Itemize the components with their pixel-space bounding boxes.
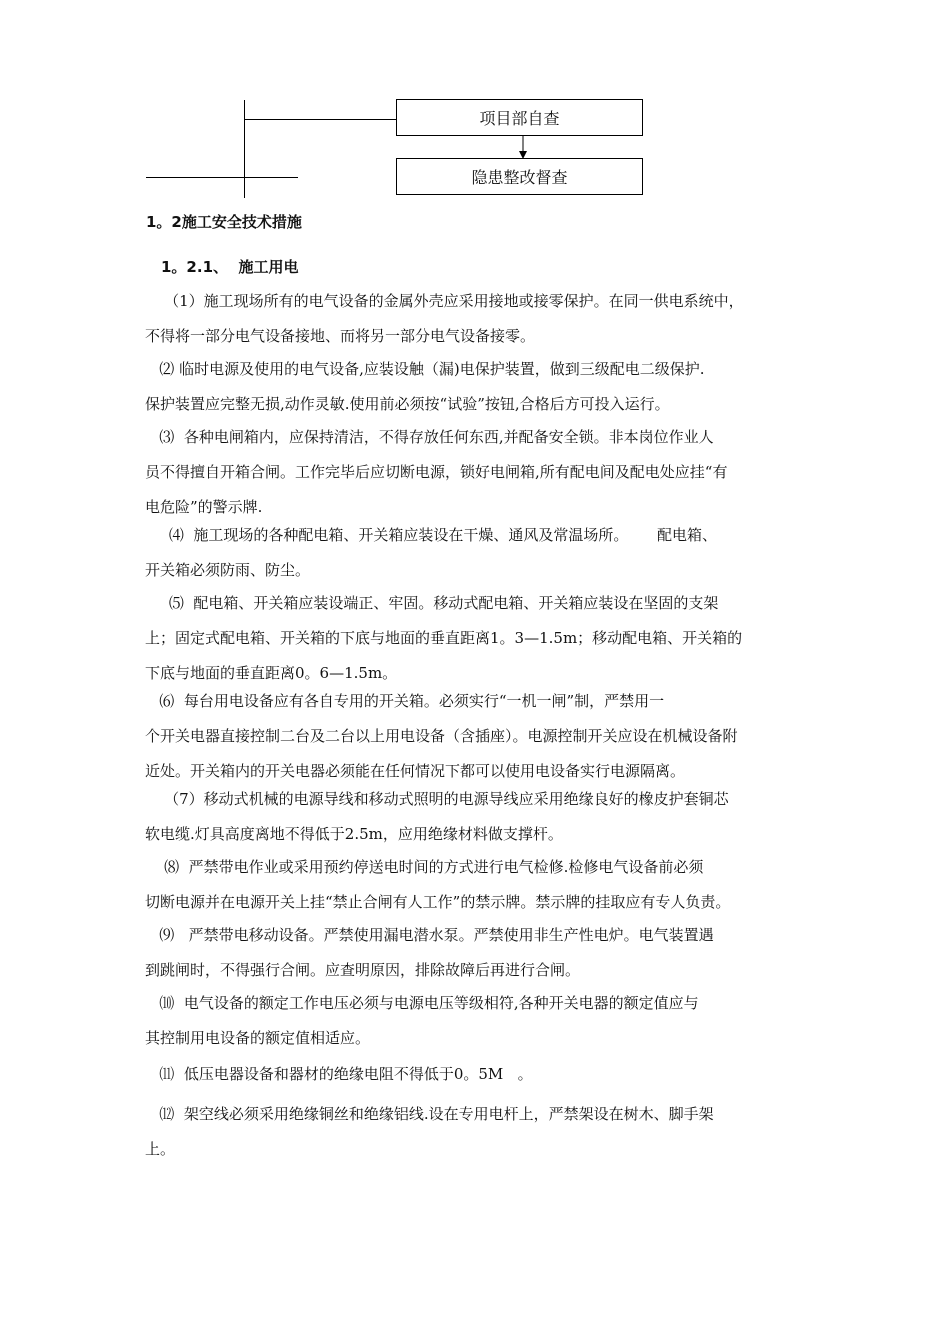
- paragraph-line: ⑻ 严禁带电作业或采用预约停送电时间的方式进行电气检修.检修电气设备前必须: [145, 858, 704, 876]
- paragraph-line: ⑶ 各种电闸箱内，应保持清洁，不得存放任何东西,并配备安全锁。非本岗位作业人: [145, 428, 714, 446]
- paragraph-4: [145, 518, 810, 588]
- paragraph-line: 不得将一部分电气设备接地、而将另一部分电气设备接零。: [145, 327, 536, 345]
- diagram-box-hazard-rectification: [396, 158, 643, 195]
- paragraph-line: 电危险”的警示牌.: [145, 498, 263, 516]
- paragraph-2: [145, 352, 810, 422]
- paragraph-line: 近处。开关箱内的开关电器必须能在任何情况下都可以使用电设备实行电源隔离。: [145, 762, 686, 780]
- paragraph-line: （1）施工现场所有的电气设备的金属外壳应采用接地或接零保护。在同一供电系统中，: [145, 292, 744, 310]
- diagram-box-self-inspection: [396, 99, 643, 136]
- paragraph-line: （7）移动式机械的电源导线和移动式照明的电源导线应采用绝缘良好的橡皮护套铜芯: [145, 790, 729, 808]
- paragraph-line: ⑷ 施工现场的各种配电箱、开关箱应装设在干燥、通风及常温场所。 配电箱、: [145, 526, 717, 544]
- diagram-box-hazard-rectification-label: 隐患整改督查: [471, 168, 568, 187]
- paragraph-line: 切断电源并在电源开关上挂“禁止合闸有人工作”的禁示牌。禁示牌的挂取应有专人负责。: [145, 893, 731, 911]
- diagram-branch-line-1: [244, 119, 396, 120]
- paragraph-line: ⑹ 每台用电设备应有各自专用的开关箱。必须实行“一机一闸”制，严禁用一: [145, 692, 665, 710]
- paragraph-10: [145, 986, 810, 1056]
- paragraph-line: ⑸ 配电箱、开关箱应装设端正、牢固。移动式配电箱、开关箱应装设在坚固的支架: [145, 594, 719, 612]
- paragraph-line: 上；固定式配电箱、开关箱的下底与地面的垂直距离1。3—1.5m；移动配电箱、开关箱的: [145, 629, 743, 647]
- diagram-vertical-connector: [244, 100, 245, 198]
- paragraph-line: 员不得擅自开箱合闸。工作完毕后应切断电源，锁好电闸箱,所有配电间及配电处应挂“有: [145, 463, 728, 481]
- flow-diagram: [0, 0, 950, 210]
- paragraph-line: ⑾ 低压电器设备和器材的绝缘电阻不得低于0。5M 。: [145, 1065, 533, 1083]
- paragraph-line: 其控制用电设备的额定值相适应。: [145, 1029, 371, 1047]
- paragraph-9: [145, 918, 810, 988]
- section-heading: 1。2施工安全技术措施: [146, 213, 302, 231]
- paragraph-7: [145, 782, 810, 852]
- paragraph-line: 到跳闸时，不得强行合闸。应查明原因，排除故障后再进行合闸。: [145, 961, 581, 979]
- down-arrow-icon: [518, 136, 528, 160]
- paragraph-1: [145, 284, 810, 354]
- paragraph-3: [145, 420, 810, 525]
- paragraph-line: 软电缆.灯具高度离地不得低于2.5m，应用绝缘材料做支撑杆。: [145, 825, 563, 843]
- paragraph-8: [145, 850, 810, 920]
- paragraph-line: ⑿ 架空线必须采用绝缘铜丝和绝缘铝线.设在专用电杆上，严禁架设在树木、脚手架: [145, 1105, 714, 1123]
- paragraph-line: 个开关电器直接控制二台及二台以上用电设备（含插座）。电源控制开关应设在机械设备附: [145, 727, 738, 745]
- subsection-heading: 1。2.1、 施工用电: [161, 258, 299, 276]
- paragraph-line: 保护装置应完整无损,动作灵敏.使用前必须按“试验”按钮,合格后方可投入运行。: [145, 395, 670, 413]
- diagram-branch-line-2: [146, 177, 298, 178]
- diagram-box-self-inspection-label: 项目部自查: [479, 109, 560, 128]
- paragraph-6: [145, 684, 810, 789]
- paragraph-line: 开关箱必须防雨、防尘。: [145, 561, 311, 579]
- paragraph-line: ⑵ 临时电源及使用的电气设备,应装设触（漏)电保护装置，做到三级配电二级保护.: [145, 360, 705, 378]
- paragraph-line: 下底与地面的垂直距离0。6—1.5m。: [145, 664, 398, 682]
- paragraph-line: ⑼ 严禁带电移动设备。严禁使用漏电潜水泵。严禁使用非生产性电炉。电气装置遇: [145, 926, 714, 944]
- paragraph-line: 上。: [145, 1140, 176, 1158]
- paragraph-line: ⑽ 电气设备的额定工作电压必须与电源电压等级相符,各种开关电器的额定值应与: [145, 994, 699, 1012]
- paragraph-11: [145, 1057, 810, 1092]
- paragraph-12: [145, 1097, 810, 1167]
- paragraph-5: [145, 586, 810, 691]
